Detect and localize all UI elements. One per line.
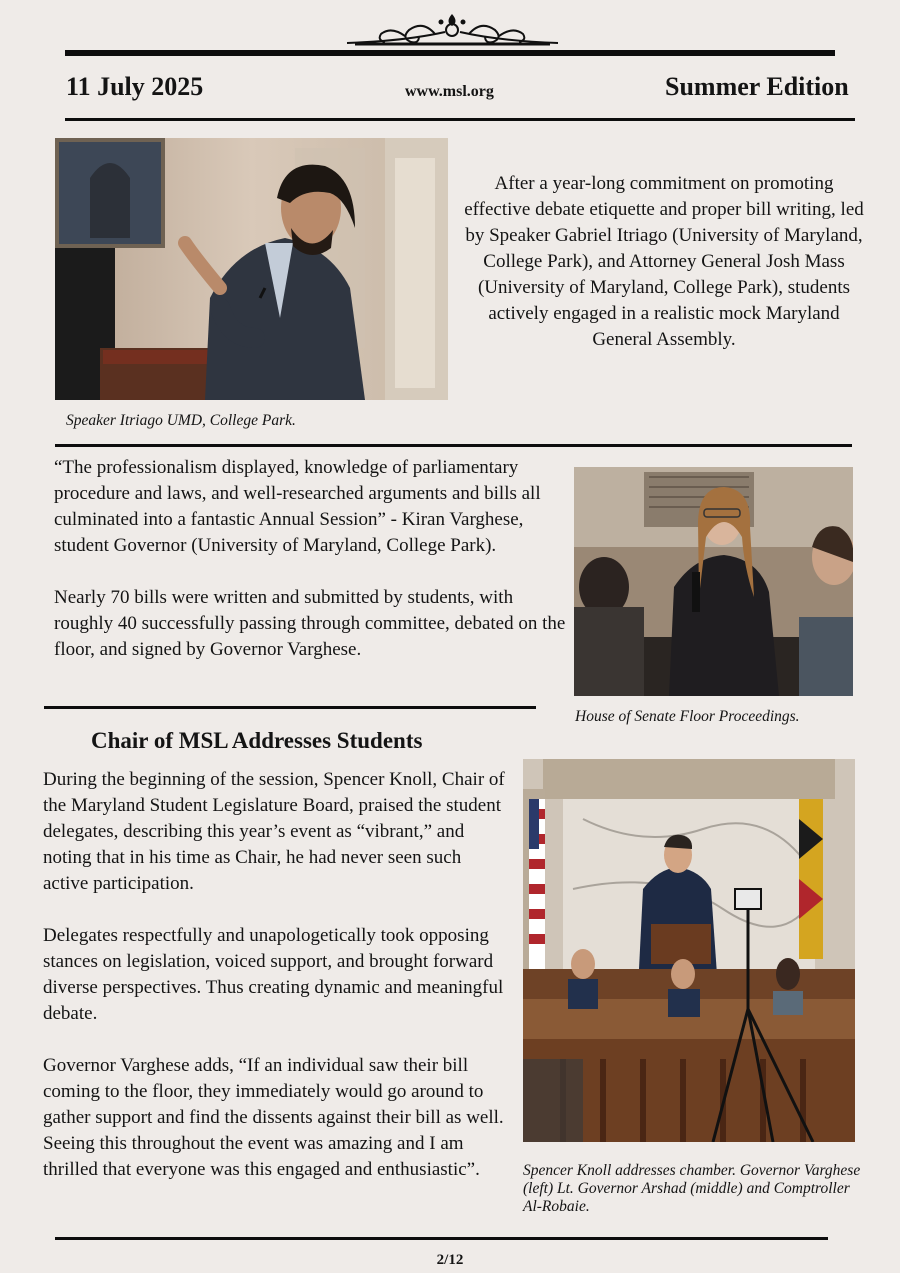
governor-quote: “The professionalism displayed, knowledge of parliamentary procedure and laws, and well-researched arguments and bills all culminated into a fantastic Annual Session” - Kiran Varghese, student Governor (University of Maryland, College Park). [54,457,541,556]
section-divider-2 [44,706,536,709]
website-link[interactable]: www.msl.org [405,83,494,100]
chair-paragraph-2: Delegates respectfully and unapologetically took opposing stances on legislation, voiced support, and brought forward diverse perspectives. Thus creating dynamic and meaningful debate. [43,925,504,1024]
edition-label: Summer Edition [665,72,849,101]
chair-paragraph-3: Governor Varghese adds, “If an individual saw their bill coming to the floor, they immediately would go around to gather support and find the dissents against their bill as well. Seeing this throughout the event was amazing and I am thrilled that everyone was this engaged and enthusiastic”. [43,1055,504,1180]
photo-senate-floor [574,467,853,696]
chair-paragraph-1: During the beginning of the session, Spencer Knoll, Chair of the Maryland Student Legislature Board, praised the student delegates, describing this year’s event as “vibrant,” and noting that in his time as Chair, he had never seen such active participation. [43,769,505,894]
ornament-flourish [345,8,560,50]
chair-article-body [43,767,505,1183]
article-heading: Chair of MSL Addresses Students [91,728,423,753]
section-divider-1 [55,444,852,447]
issue-date: 11 July 2025 [66,72,204,101]
page-number: 2/12 [436,1252,464,1268]
footer-rule [55,1237,828,1240]
caption-chamber: Spencer Knoll addresses chamber. Governor Varghese (left) Lt. Governor Arshad (middle) and Comptroller Al-Robaie. [523,1162,861,1215]
caption-senate: House of Senate Floor Proceedings. [575,708,800,725]
header-bottom-rule [65,118,855,121]
photo-speaker-itriago [55,138,448,400]
photo-chamber-address [523,759,855,1142]
bills-paragraph: Nearly 70 bills were written and submitted by students, with roughly 40 successfully passing through committee, debated on the floor, and signed by Governor Varghese. [54,587,566,660]
intro-paragraph: After a year-long commitment on promoting effective debate etiquette and proper bill writing, led by Speaker Gabriel Itriago (University of Maryland, College Park), and Attorney General Josh Mass (University of Maryland, College Park), students actively engaged in a realistic mock Maryland General Assembly. [464,173,864,350]
caption-speaker: Speaker Itriago UMD, College Park. [66,412,296,429]
header-top-rule [65,50,835,56]
governor-quote-block [54,455,566,663]
